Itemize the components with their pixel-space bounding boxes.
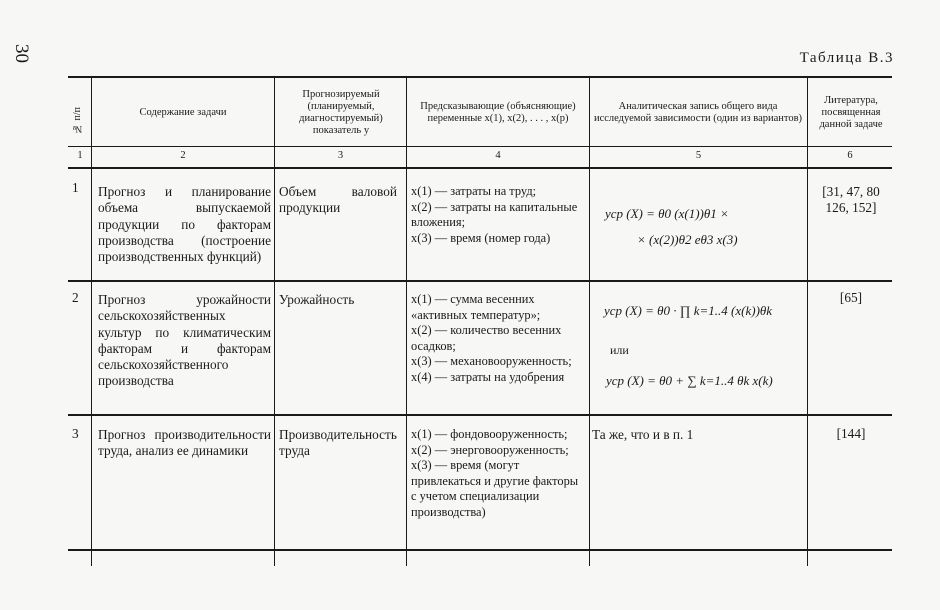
row2-indicator: Урожайность xyxy=(279,292,355,307)
row3-literature: [144] xyxy=(836,426,866,441)
header-num: № п/п xyxy=(72,107,83,135)
row3-indicator: Производительность труда xyxy=(279,427,397,459)
row3-num: 3 xyxy=(72,426,79,441)
header-task: Содержание задачи xyxy=(139,107,227,118)
column-number-4: 4 xyxy=(495,150,501,161)
row1-num: 1 xyxy=(72,180,79,195)
colnum-rule xyxy=(68,167,892,169)
row2-task: Прогноз урожайности сельскохозяйственных культур по климатическим факторам и факторам сельскохозяйственного производства xyxy=(98,292,271,389)
column-number-1: 1 xyxy=(77,150,83,161)
header-predictors: Предсказывающие (объясняющие) переменные x(1), x(2), . . . , x(p) xyxy=(420,101,576,124)
row1-indicator: Объем валовой продукции xyxy=(279,184,397,216)
row3-predictors xyxy=(411,427,585,521)
header-rule xyxy=(68,146,892,147)
row3-formula: Та же, что и в п. 1 xyxy=(592,427,694,442)
row3-predictor-2: x(2) — энерговооруженность; xyxy=(411,442,569,457)
column-number-3: 3 xyxy=(337,150,344,161)
row2-formula-sum: yср (X) = θ0 + ∑ k=1..4 θk x(k) xyxy=(606,373,773,388)
top-rule xyxy=(68,76,892,78)
row3-task: Прогноз производительности труда, анализ ее динамики xyxy=(98,427,271,459)
row2-predictor-1: x(1) — сумма весенних «активных температур»; xyxy=(411,292,541,322)
page-number: 30 xyxy=(11,44,32,63)
row2-formula-product: yср (X) = θ0 · ∏ k=1..4 (x(k))θk xyxy=(604,303,773,318)
row2-predictor-4: x(4) — затраты на удобрения xyxy=(411,369,565,384)
row2-predictors xyxy=(411,292,585,386)
row1-task: Прогноз и планирование объема выпускаемой продукции по факторам производства (построение производственных функций) xyxy=(98,184,271,265)
row3-predictor-3: x(3) — время (могут привлекаться и другие факторы с учетом специализации производства) xyxy=(411,458,579,519)
row1-predictors xyxy=(411,184,585,246)
header-literature: Литература, посвященная данной задаче xyxy=(819,95,883,130)
row1-predictor-2: x(2) — затраты на капитальные вложения; xyxy=(411,199,578,230)
row2-literature: [65] xyxy=(839,290,863,305)
row1-literature: [31, 47, 80 126, 152] xyxy=(822,184,880,216)
row3-predictor-1: x(1) — фондовооруженность; xyxy=(411,427,568,441)
row1-rule xyxy=(68,280,892,282)
row1-formula-line1: yср (X) = θ0 (x(1))θ1 × xyxy=(605,206,729,221)
row2-predictor-2: x(2) — количество весенних осадков; xyxy=(411,323,562,353)
row1-formula-line2: × (x(2))θ2 eθ3 x(3) xyxy=(637,232,738,247)
row2-or-label: или xyxy=(610,343,629,357)
row1-predictor-1: x(1) — затраты на труд; xyxy=(411,184,537,198)
row2-num: 2 xyxy=(72,290,79,305)
column-number-2: 2 xyxy=(180,150,186,161)
row1-predictor-3: x(3) — время (номер года) xyxy=(411,230,551,245)
column-number-6: 6 xyxy=(847,150,853,161)
header-formula: Аналитическая запись общего вида исследуемой зависимости (один из вариантов) xyxy=(593,101,803,124)
table-title: Таблица В.3 xyxy=(799,50,894,66)
row3-rule xyxy=(68,549,892,551)
row2-rule xyxy=(68,414,892,416)
row2-predictor-3: x(3) — механовооруженность; xyxy=(411,354,572,369)
header-indicator: Прогнозируемый (планируемый, диагностируемый) показатель y xyxy=(299,89,383,136)
column-number-5: 5 xyxy=(695,150,702,161)
